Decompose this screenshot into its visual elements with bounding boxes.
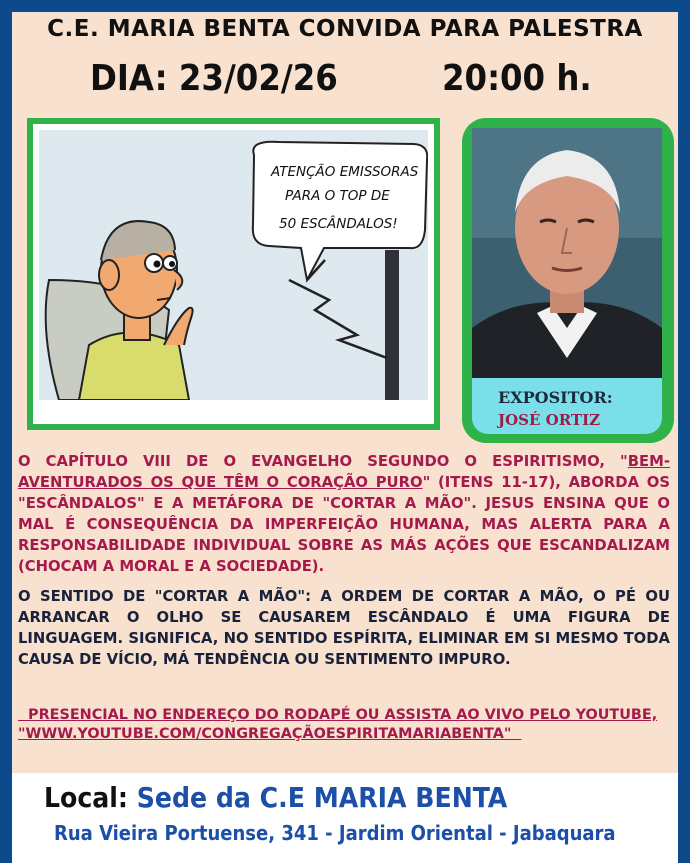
poster-title: C.E. MARIA BENTA CONVIDA PARA PALESTRA: [47, 16, 643, 42]
speaker-card: [462, 118, 674, 443]
lecture-explanation: O SENTIDO DE "CORTAR A MÃO": A ORDEM DE CORTAR A MÃO, O PÉ OU ARRANCAR O OLHO SE CAUSAREM ESCÂNDALO É UMA FIGURA DE LINGUAGEM. SIGNIFICA, NO SENTIDO ESPÍRITA, ELIMINAR EM SI MESMO TODA CAUSA DE VÍCIO, MÁ TENDÊNCIA OU SENTIMENTO IMPURO.: [18, 588, 670, 668]
address: Rua Vieira Portuense, 341 - Jardim Oriental - Jabaquara: [54, 821, 616, 845]
speech-line-3: 50 ESCÂNDALOS!: [279, 216, 398, 232]
expositor-label: EXPOSITOR:: [498, 388, 613, 407]
location-name: Sede da C.E MARIA BENTA: [136, 781, 508, 814]
chapter-title-link[interactable]: BEM-AVENTURADOS OS QUE TÊM O CORAÇÃO PURO: [18, 453, 670, 491]
event-time: 20:00 h.: [442, 58, 592, 99]
lecture-description-end: " (ITENS 11-17), ABORDA OS "ESCÂNDALOS" E A METÁFORA DE "CORTAR A MÃO". JESUS ENSINA QUE O MAL É CONSEQUÊNCIA DA IMPERFEIÇÃO HUMANA, MAS ALERTA PARA A RESPONSABILIDADE INDIVIDUAL SOBRE AS MÁS AÇÕES QUE ESCANDALIZAM (CHOCAM A MORAL E A SOCIEDADE).: [18, 474, 670, 575]
expositor-name: JOSÉ ORTIZ: [498, 411, 601, 429]
youtube-link[interactable]: "WWW.YOUTUBE.COM/CONGREGAÇÃOESPIRITAMARIABENTA": [18, 726, 522, 742]
attendance-info[interactable]: [18, 706, 670, 744]
speech-line-2: PARA O TOP DE: [285, 188, 390, 204]
cartoon-frame: [27, 118, 440, 430]
cartoon-image: [39, 130, 428, 400]
event-date: DIA: 23/02/26: [90, 58, 338, 99]
location-line: [44, 781, 507, 814]
speaker-caption: [472, 378, 662, 434]
attendance-line-1: PRESENCIAL NO ENDEREÇO DO RODAPÉ OU ASSISTA AO VIVO PELO YOUTUBE,: [18, 707, 658, 723]
speaker-portrait: [472, 128, 662, 378]
footer: [12, 773, 678, 863]
speaker-photo: [472, 128, 662, 378]
lecture-description-start: O CAPÍTULO VIII DE O EVANGELHO SEGUNDO O ESPIRITISMO, ": [18, 453, 628, 470]
speech-line-1: ATENÇÃO EMISSORAS: [271, 164, 419, 180]
cartoon-illustration: [39, 130, 428, 400]
lecture-description: [18, 451, 670, 577]
location-label: Local:: [44, 781, 128, 814]
